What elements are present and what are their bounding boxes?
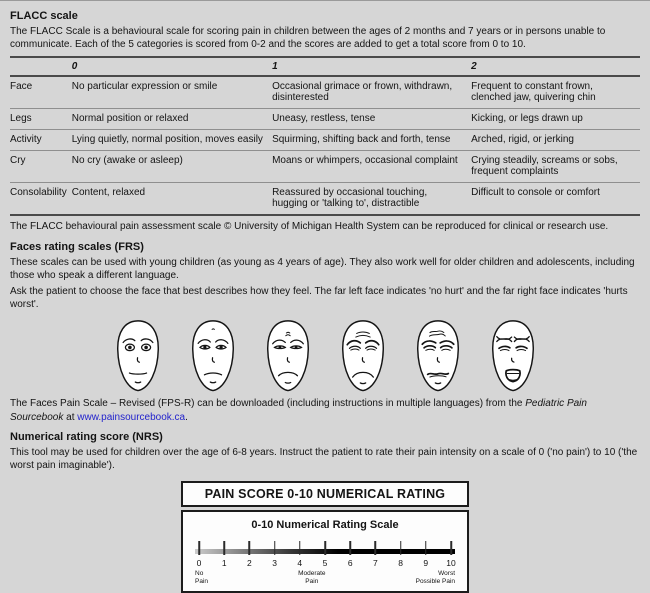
flacc-category-cell: Face (10, 76, 72, 109)
frs-caption-source-title: Pediatric Pain Sourcebook (10, 398, 587, 423)
scale-tick (349, 541, 351, 555)
frs-paragraph-2: Ask the patient to choose the face that best describes how they feel. The far left face indicates 'no hurt' and the far right face indicates 'hurts worst'. (10, 285, 628, 311)
pain-face-icon-hurts-little-more (261, 318, 315, 393)
scale-number: 7 (373, 558, 378, 569)
flacc-header-score2: 2 (471, 57, 640, 76)
scale-tick (425, 541, 427, 555)
flacc-score-cell: Uneasy, restless, tense (272, 109, 471, 130)
scale-anchor-label: No Pain (195, 570, 209, 586)
nrs-anchors (195, 570, 455, 586)
document-page (0, 1, 650, 593)
pain-face-icon-hurts-whole-lot (411, 318, 465, 393)
scale-number: 5 (322, 558, 328, 569)
flacc-table-row (10, 109, 640, 130)
scale-tick (299, 541, 301, 555)
scale-tick (249, 541, 251, 555)
scale-number: 1 (221, 558, 227, 569)
frs-caption-period: . (185, 411, 188, 423)
flacc-score-cell: Kicking, or legs drawn up (471, 109, 640, 130)
scale-number: 10 (446, 558, 456, 569)
scale-tick (324, 541, 326, 555)
flacc-score-cell: Frequent to constant frown, clenched jaw, quivering chin (471, 76, 640, 109)
flacc-score-cell: Arched, rigid, or jerking (471, 130, 640, 151)
scale-number: 4 (297, 558, 303, 569)
flacc-category-cell: Cry (10, 151, 72, 183)
nrs-heading: Numerical rating score (NRS) (10, 430, 163, 443)
scale-anchor-label: Moderate Pain (298, 570, 326, 586)
flacc-table (10, 56, 640, 216)
flacc-category-cell: Consolability (10, 183, 72, 216)
scale-number: 3 (272, 558, 277, 569)
scale-number: 0 (196, 558, 202, 569)
flacc-category-cell: Activity (10, 130, 72, 151)
flacc-score-cell: Moans or whimpers, occasional complaint (272, 151, 471, 183)
flacc-copyright-note: The FLACC behavioural pain assessment scale © University of Michigan Health System can be reproduced for clinical or research use. (10, 221, 609, 233)
faces-pain-scale (10, 318, 640, 393)
rating-scale-bar-zone (195, 540, 455, 555)
scale-tick (450, 541, 452, 555)
nrs-ticks (199, 540, 451, 555)
flacc-category-cell: Legs (10, 109, 72, 130)
flacc-score-cell: Difficult to console or comfort (471, 183, 640, 216)
flacc-table-row (10, 76, 640, 109)
scale-tick (400, 541, 402, 555)
flacc-header-empty (10, 57, 72, 76)
flacc-score-cell: Lying quietly, normal position, moves easily (72, 130, 272, 151)
scale-tick (274, 541, 276, 555)
scale-title: 0-10 Numerical Rating Scale (251, 519, 399, 532)
pain-face-icon-hurts-worst (486, 318, 540, 393)
flacc-score-cell: Crying steadily, screams or sobs, frequent complaints (471, 151, 640, 183)
scale-tick (375, 541, 377, 555)
nrs-paragraph: This tool may be used for children over the age of 6-8 years. Instruct the patient to rate their pain intensity on a scale of 0 ('no pain') to 10 ('the worst pain imaginable'). (10, 446, 638, 471)
pain-score-box (181, 481, 469, 593)
pain-face-icon-no-hurt (111, 318, 165, 393)
flacc-table-body (10, 76, 640, 215)
scale-number: 8 (398, 558, 403, 569)
scale-tick (198, 541, 200, 555)
nrs-numbers (196, 558, 456, 569)
flacc-score-cell: Reassured by occasional touching, hugging or 'talking to', distractible (272, 183, 471, 216)
flacc-table-row (10, 151, 640, 183)
scale-number: 6 (347, 558, 353, 569)
scale-number: 9 (423, 558, 429, 569)
flacc-intro-text: The FLACC Scale is a behavioural scale for scoring pain in children between the ages of 2 months and 7 years or in persons unable to communicate. Each of the 5 categories is scored from 0-2 and the scores are added to get a total score from 0 to 10. (10, 26, 606, 51)
flacc-score-cell: Occasional grimace or frown, withdrawn, disinterested (272, 76, 471, 109)
painsourcebook-link[interactable]: www.painsourcebook.ca (77, 411, 186, 423)
pain-face-icon-hurts-little-bit (186, 318, 240, 393)
flacc-header-score0: 0 (72, 57, 272, 76)
flacc-table-row (10, 130, 640, 151)
flacc-score-cell: Content, relaxed (72, 183, 272, 216)
numerical-rating-scale-panel (181, 510, 469, 593)
flacc-score-cell: Squirming, shifting back and forth, tense (272, 130, 471, 151)
flacc-score-cell: Normal position or relaxed (72, 109, 272, 130)
scale-number: 2 (247, 558, 252, 569)
flacc-header-score1: 1 (272, 57, 471, 76)
frs-caption-text: The Faces Pain Scale – Revised (FPS-R) can be downloaded (including instructions in multiple languages) from the (10, 398, 526, 410)
flacc-heading: FLACC scale (10, 10, 78, 22)
scale-anchor-label: Worst Possible Pain (415, 570, 455, 586)
pain-face-icon-hurts-even-more (336, 318, 390, 393)
frs-caption-at: at (63, 411, 78, 423)
frs-paragraph-1: These scales can be used with young children (as young as 4 years of age). They also work well for older children and adolescents, including those who speak a different language. (10, 256, 635, 281)
frs-heading: Faces rating scales (FRS) (10, 240, 144, 253)
frs-caption (10, 397, 640, 423)
flacc-header-row (10, 57, 640, 76)
flacc-score-cell: No particular expression or smile (72, 76, 272, 109)
pain-score-box-title: PAIN SCORE 0-10 NUMERICAL RATING (181, 481, 469, 507)
flacc-score-cell: No cry (awake or asleep) (72, 151, 272, 183)
scale-tick (223, 541, 225, 555)
flacc-table-row (10, 183, 640, 216)
